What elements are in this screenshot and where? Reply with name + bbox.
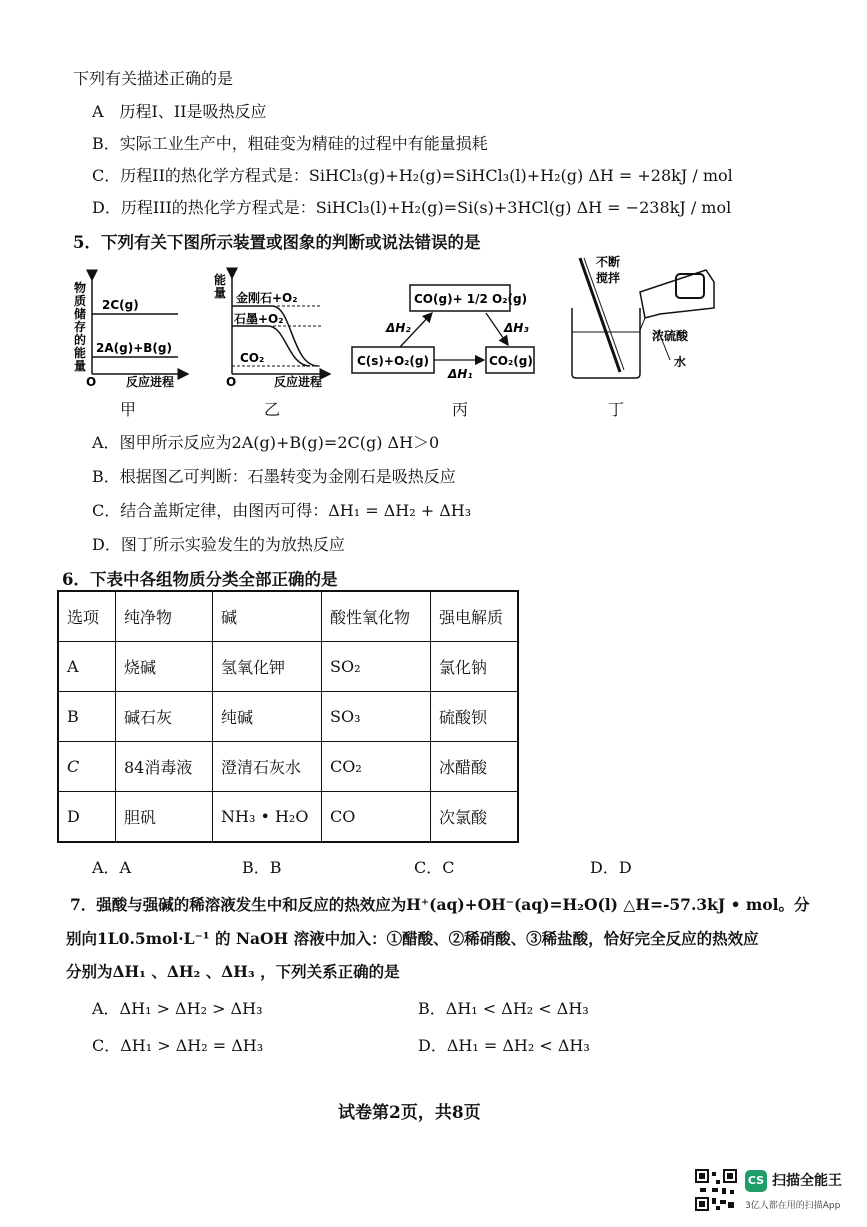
- table-cell: 碱石灰: [116, 692, 213, 742]
- q6-option-d: D．D: [590, 858, 632, 877]
- yi-co2-label: CO₂: [240, 351, 265, 365]
- caption-bing: 丙: [452, 400, 469, 419]
- table-cell: 硫酸钡: [431, 692, 519, 742]
- q7-option-c: C．ΔH₁ > ΔH₂ = ΔH₃: [92, 1036, 264, 1055]
- q5-option-c: C．结合盖斯定律，由图丙可得：ΔH₁ = ΔH₂ + ΔH₃: [92, 501, 472, 520]
- table-cell: 氢氧化钾: [213, 642, 322, 692]
- bing-left-box: C(s)+O₂(g): [357, 354, 429, 368]
- ding-water-label: 水: [674, 355, 687, 369]
- table-cell: 纯碱: [213, 692, 322, 742]
- yi-diamond-label: 金刚石+O₂: [236, 291, 298, 305]
- bing-h1: ΔH₁: [448, 367, 473, 381]
- q6-option-a: A．A: [92, 858, 132, 877]
- table-header-row: [58, 591, 518, 642]
- bing-h2: ΔH₂: [386, 321, 411, 335]
- jia-ylabel: 物质储存的能量: [74, 281, 87, 373]
- header-pure: 纯净物: [116, 591, 213, 642]
- yi-graphite-label: 石墨+O₂: [234, 312, 284, 326]
- table-cell: NH₃ • H₂O: [213, 792, 322, 843]
- table-cell: 烧碱: [116, 642, 213, 692]
- yi-ylabel: 能量: [214, 273, 227, 300]
- figure-bing: [352, 285, 534, 381]
- q7-line2: 别向1L0.5mol·L⁻¹ 的 NaOH 溶液中加入：①醋酸、②稀硝酸、③稀盐酸，恰好完全反应的热效应: [66, 929, 759, 948]
- ding-stir-line1: 不断: [596, 255, 621, 269]
- header-option: 选项: [58, 591, 116, 642]
- jia-lower-label: 2A(g)+B(g): [96, 341, 172, 355]
- q4-option-a: A 历程I、II是吸热反应: [92, 102, 267, 121]
- qr-code-icon: [694, 1168, 738, 1212]
- jia-upper-label: 2C(g): [102, 298, 139, 312]
- caption-jia: 甲: [120, 400, 137, 419]
- ding-stir-line2: 搅拌: [596, 271, 621, 285]
- classification-table: [57, 590, 519, 843]
- table-row: [58, 642, 518, 692]
- table-row: [58, 792, 518, 843]
- yi-origin: O: [226, 375, 237, 389]
- table-cell: D: [58, 792, 116, 843]
- table-cell: 澄清石灰水: [213, 742, 322, 792]
- q4-option-d: D．历程III的热化学方程式是：SiHCl₃(l)+H₂(g)=Si(s)+3HCl(g) ΔH = −238kJ / mol: [92, 198, 732, 217]
- header-strong-electrolyte: 强电解质: [431, 591, 519, 642]
- q5-option-b: B．根据图乙可判断：石墨转变为金刚石是吸热反应: [92, 467, 456, 486]
- table-cell: CO₂: [322, 742, 431, 792]
- q5-figures: [60, 252, 820, 422]
- figure-ding: [572, 254, 714, 378]
- q7-option-a: A．ΔH₁ > ΔH₂ > ΔH₃: [92, 999, 263, 1018]
- table-cell: 胆矾: [116, 792, 213, 843]
- header-base: 碱: [213, 591, 322, 642]
- jia-xlabel: 反应进程: [126, 375, 175, 389]
- table-cell: 氯化钠: [431, 642, 519, 692]
- q6-option-c: C．C: [414, 858, 455, 877]
- bing-h3: ΔH₃: [504, 321, 529, 335]
- figure-yi: [226, 278, 330, 389]
- q4-option-c: C．历程II的热化学方程式是：SiHCl₃(g)+H₂(g)=SiHCl₃(l)+H₂(g) ΔH = +28kJ / mol: [92, 166, 733, 185]
- page-footer: 试卷第2页，共8页: [338, 1103, 481, 1123]
- table-cell: SO₂: [322, 642, 431, 692]
- q5-option-a: A．图甲所示反应为2A(g)+B(g)=2C(g) ΔH＞0: [92, 433, 440, 452]
- table-cell: A: [58, 642, 116, 692]
- table-row: [58, 692, 518, 742]
- q4-option-b: B．实际工业生产中，粗硅变为精硅的过程中有能量损耗: [92, 134, 488, 153]
- scanner-name: 扫描全能王: [772, 1173, 842, 1189]
- scanner-logo: CS: [745, 1170, 767, 1192]
- header-acidic-oxide: 酸性氧化物: [322, 591, 431, 642]
- table-row: [58, 742, 518, 792]
- table-cell: C: [58, 742, 116, 792]
- table-cell: SO₃: [322, 692, 431, 742]
- jia-origin: O: [86, 375, 97, 389]
- q4-stem: 下列有关描述正确的是: [73, 69, 234, 88]
- table-cell: B: [58, 692, 116, 742]
- q5-stem: 5．下列有关下图所示装置或图象的判断或说法错误的是: [73, 233, 481, 252]
- q7-option-b: B．ΔH₁ < ΔH₂ < ΔH₃: [418, 999, 589, 1018]
- table-cell: 84消毒液: [116, 742, 213, 792]
- q7-line1: 7．强酸与强碱的稀溶液发生中和反应的热效应为H⁺(aq)+OH⁻(aq)=H₂O(l) △H=-57.3kJ • mol。分: [70, 895, 810, 914]
- table-cell: 冰醋酸: [431, 742, 519, 792]
- scanner-tagline: 3亿人都在用的扫描App: [745, 1201, 841, 1211]
- q7-option-d: D．ΔH₁ = ΔH₂ < ΔH₃: [418, 1036, 590, 1055]
- q7-line3: 分别为ΔH₁ 、ΔH₂ 、ΔH₃ ，下列关系正确的是: [66, 962, 400, 981]
- yi-xlabel: 反应进程: [274, 375, 323, 389]
- bing-right-box: CO₂(g): [489, 354, 533, 368]
- bing-top-box: CO(g)+ 1/2 O₂(g): [414, 292, 528, 306]
- q6-stem: 6．下表中各组物质分类全部正确的是: [62, 570, 338, 589]
- caption-yi: 乙: [264, 400, 281, 419]
- ding-acid-label: 浓硫酸: [652, 329, 689, 343]
- figure-jia: [86, 280, 188, 389]
- q6-option-b: B．B: [242, 858, 282, 877]
- caption-ding: 丁: [608, 400, 625, 419]
- table-cell: CO: [322, 792, 431, 843]
- q5-option-d: D．图丁所示实验发生的为放热反应: [92, 535, 345, 554]
- table-cell: 次氯酸: [431, 792, 519, 843]
